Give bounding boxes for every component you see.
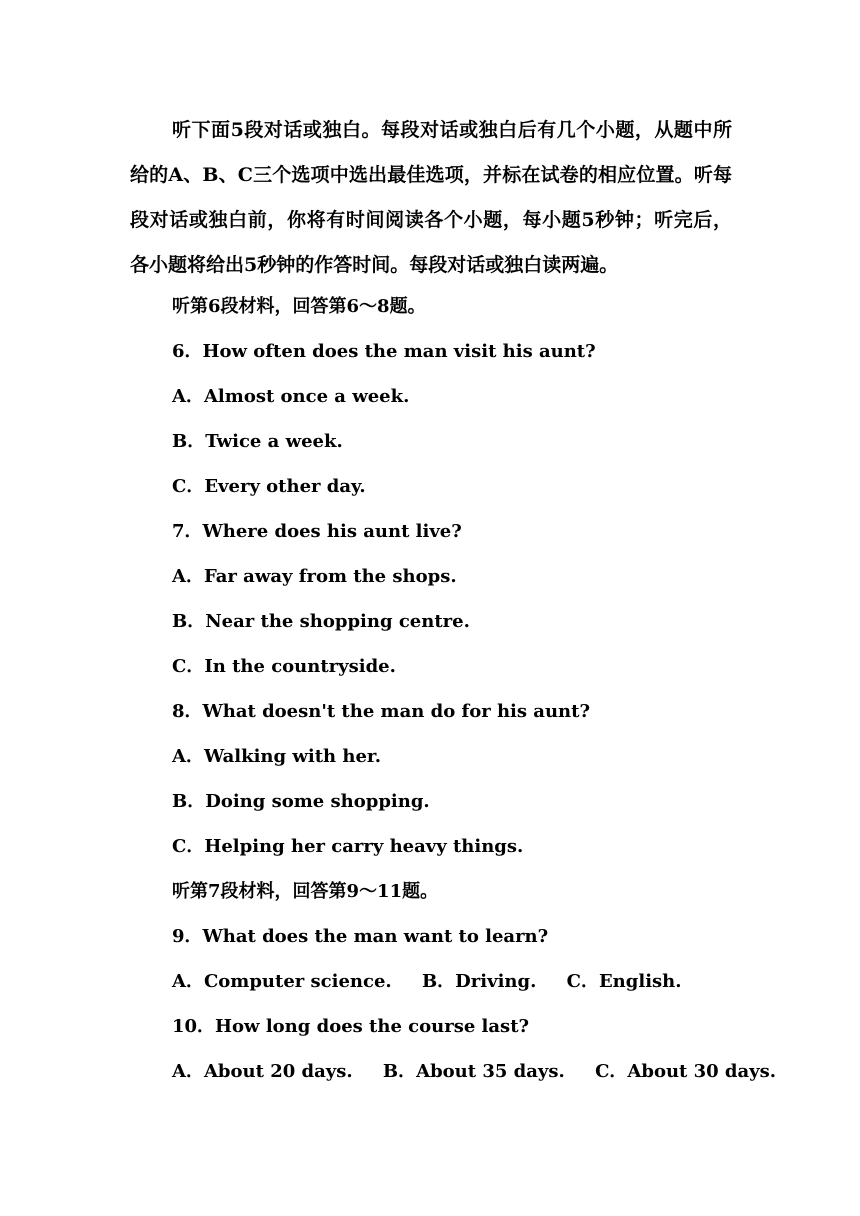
question-9-option-c: C．English. xyxy=(566,971,682,992)
question-9-stem: 9．What does the man want to learn? xyxy=(172,926,549,947)
question-7-option-c: C．In the countryside. xyxy=(172,656,396,677)
question-6-option-a: A．Almost once a week. xyxy=(172,386,410,407)
question-9-option-b: B．Driving. xyxy=(421,971,537,992)
question-7-stem: 7．Where does his aunt live? xyxy=(172,521,462,542)
question-8-stem: 8．What doesn't the man do for his aunt? xyxy=(172,701,590,722)
question-8-option-b: B．Doing some shopping. xyxy=(172,791,430,812)
question-10-option-b: B．About 35 days. xyxy=(382,1061,565,1082)
question-7-option-a: A．Far away from the shops. xyxy=(172,566,457,587)
section-heading-6: 听第6段材料，回答第6～8题。 xyxy=(172,296,426,317)
question-6-option-b: B．Twice a week. xyxy=(172,431,343,452)
question-8-option-c: C．Helping her carry heavy things. xyxy=(172,836,524,857)
question-10-options xyxy=(172,1060,776,1084)
question-6-stem: 6．How often does the man visit his aunt? xyxy=(172,341,596,362)
question-10-stem: 10．How long does the course last? xyxy=(172,1016,530,1037)
question-9-option-a: A．Computer science. xyxy=(172,971,392,992)
question-6-option-c: C．Every other day. xyxy=(172,476,366,497)
question-10-option-a: A．About 20 days. xyxy=(172,1061,353,1082)
instructions-paragraph: 听下面5段对话或独白。每段对话或独白后有几个小题，从题中所给的A、B、C三个选项中选出最佳选项，并标在试卷的相应位置。听每段对话或独白前，你将有时间阅读各个小题，每小题5秒钟；听完后，各小题将给出5秒钟的作答时间。每段对话或独白读两遍。 xyxy=(130,119,732,276)
question-8-option-a: A．Walking with her. xyxy=(172,746,382,767)
question-9-options xyxy=(172,970,682,994)
question-10-option-c: C．About 30 days. xyxy=(595,1061,777,1082)
section-heading-7: 听第7段材料，回答第9～11题。 xyxy=(172,881,439,902)
question-7-option-b: B．Near the shopping centre. xyxy=(172,611,470,632)
